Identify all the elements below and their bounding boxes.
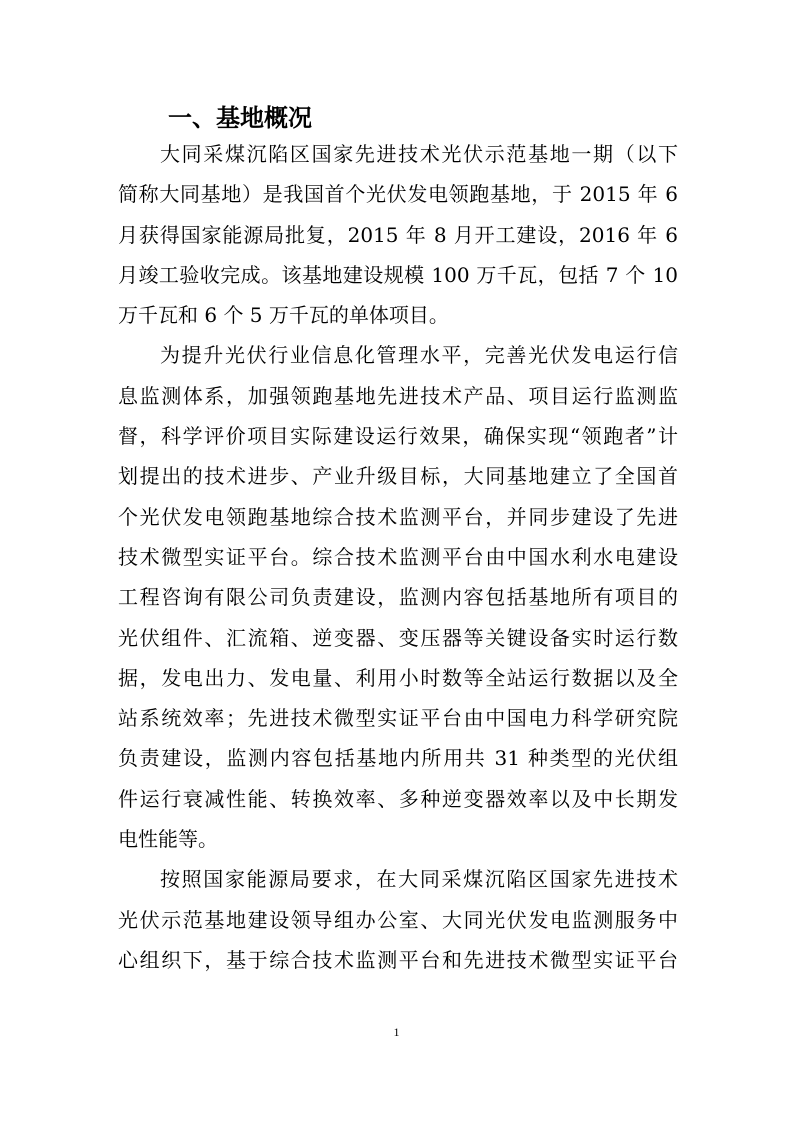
paragraph-overview bbox=[118, 134, 678, 335]
text-line: 划提出的技术进步、产业升级目标，大同基地建立了全国首 bbox=[118, 464, 678, 489]
text-line: 负责建设，监测内容包括基地内所用共 31 种类型的光伏组 bbox=[118, 746, 678, 771]
text-line: 心组织下，基于综合技术监测平台和先进技术微型实证平台 bbox=[118, 947, 678, 972]
text-line: 月竣工验收完成。该基地建设规模 100 万千瓦，包括 7 个 10 bbox=[118, 262, 678, 287]
section-heading: 一、基地概况 bbox=[168, 104, 312, 132]
text-line: 督，科学评价项目实际建设运行效果，确保实现“领跑者”计 bbox=[118, 424, 678, 449]
text-line: 为提升光伏行业信息化管理水平，完善光伏发电运行信 bbox=[160, 343, 678, 368]
text-line: 站系统效率；先进技术微型实证平台由中国电力科学研究院 bbox=[118, 706, 678, 731]
text-line: 个光伏发电领跑基地综合技术监测平台，并同步建设了先进 bbox=[118, 504, 678, 529]
page-number: 1 bbox=[393, 1025, 400, 1039]
text-line: 简称大同基地）是我国首个光伏发电领跑基地，于 2015 年 6 bbox=[118, 182, 678, 207]
paragraph-monitoring-platforms bbox=[118, 335, 678, 859]
body-text bbox=[118, 134, 678, 980]
paragraph-requirements bbox=[118, 859, 678, 980]
text-line: 月获得国家能源局批复，2015 年 8 月开工建设，2016 年 6 bbox=[118, 222, 678, 247]
text-line: 光伏示范基地建设领导组办公室、大同光伏发电监测服务中 bbox=[118, 907, 678, 932]
text-line: 据，发电出力、发电量、利用小时数等全站运行数据以及全 bbox=[118, 665, 678, 690]
text-line: 大同采煤沉陷区国家先进技术光伏示范基地一期（以下 bbox=[160, 142, 678, 166]
text-line: 件运行衰减性能、转换效率、多种逆变器效率以及中长期发 bbox=[118, 786, 678, 811]
text-line: 万千瓦和 6 个 5 万千瓦的单体项目。 bbox=[118, 303, 449, 328]
text-line: 按照国家能源局要求，在大同采煤沉陷区国家先进技术 bbox=[160, 867, 678, 892]
text-line: 光伏组件、汇流箱、逆变器、变压器等关键设备实时运行数 bbox=[118, 625, 678, 650]
text-line: 息监测体系，加强领跑基地先进技术产品、项目运行监测监 bbox=[118, 383, 678, 408]
text-line: 电性能等。 bbox=[118, 827, 218, 852]
text-line: 技术微型实证平台。综合技术监测平台由中国水利水电建设 bbox=[118, 544, 678, 569]
text-line: 工程咨询有限公司负责建设，监测内容包括基地所有项目的 bbox=[118, 585, 678, 610]
